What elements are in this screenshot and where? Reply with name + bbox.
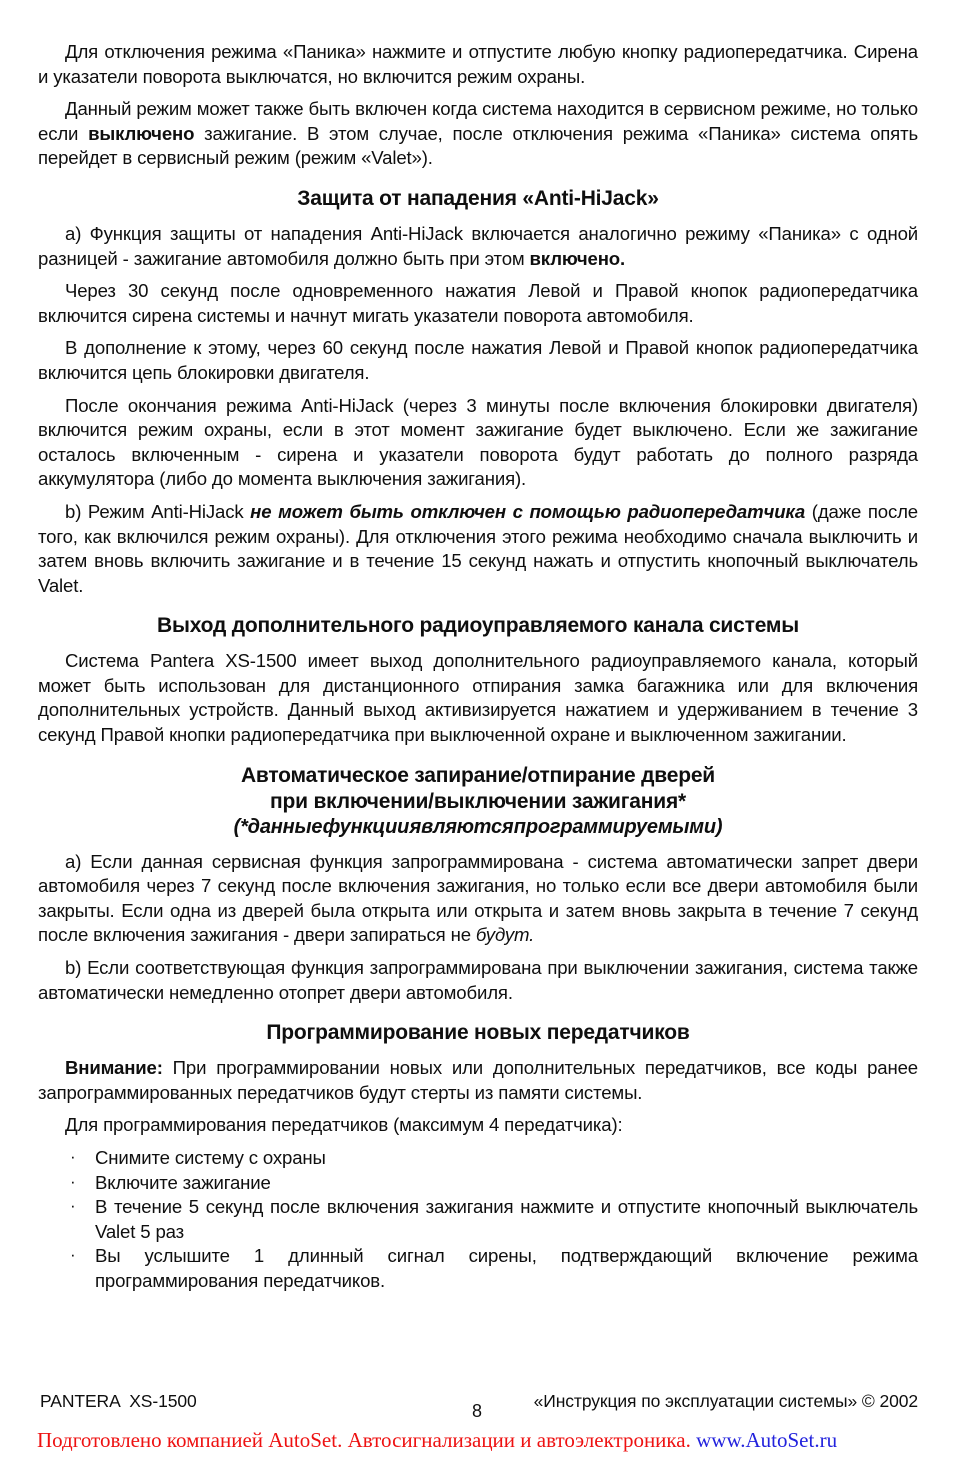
paragraph-text: Для отключения режима «Паника» нажмите и отпустите любую кнопку радиопередатчика. Сирена и указатели поворота выключатся, но включится режим охраны.	[38, 41, 918, 87]
promo-text: Подготовлено компанией AutoSet. Автосигнализации и автоэлектроника.	[37, 1428, 697, 1452]
bullet-text: В течение 5 секунд после включения зажигания нажмите и отпустите кнопочный выключатель Valet 5 раз	[95, 1196, 918, 1242]
bullet-text: Вы услышите 1 длинный сигнал сирены, подтверждающий включение режима программирования передатчиков.	[95, 1245, 918, 1291]
paragraph-text: В дополнение к этому, через 60 секунд после нажатия Левой и Правой кнопок радиопередатчика включится цепь блокировки двигателя.	[38, 337, 918, 383]
paragraph-text: b) Режим Anti-HiJack	[65, 500, 251, 522]
paragraph-text: а) Если данная сервисная функция запрограммирована - система автоматически запрет двери автомобиля через 7 секунд после включения зажигания, но только если все двери автомобиля были закрыты. Если одна из дверей была открыта или открыта и затем вновь закрыта в течение 7 секунд после включения зажигания - двери запираться не	[38, 850, 918, 946]
bold-text: выключено	[88, 122, 195, 144]
bullet-dot-icon: ·	[70, 1196, 76, 1216]
heading-line-3: (*данные функции являются программируемыми)	[233, 815, 723, 838]
bold-text: включено.	[529, 247, 626, 269]
paragraph-text: При программировании новых или дополнительных передатчиков, все коды ранее запрограммированных передатчиков будут стерты из памяти системы.	[38, 1057, 918, 1103]
section-heading-radio-channel: Выход дополнительного радиоуправляемого канала системы	[157, 614, 799, 638]
paragraph-text: b) Если соответствующая функция запрограммирована при выключении зажигания, система также автоматически немедленно отопрет двери автомобиля.	[38, 957, 918, 1003]
bullet-text: Включите зажигание	[95, 1171, 271, 1193]
bullet-item	[68, 1171, 918, 1196]
paragraph-attention	[38, 1056, 918, 1105]
paragraph-text: зажигание. В этом случае, после отключения режима «Паника» система опять перейдет в сервисный режим (режим «Valet»).	[38, 122, 918, 169]
paragraph-antihijack-b	[38, 500, 918, 598]
section-heading-antihijack: Защита от нападения «Anti-HiJack»	[297, 186, 659, 210]
bullet-dot-icon: ·	[70, 1147, 76, 1166]
promo-url-link[interactable]: www.AutoSet.ru	[696, 1428, 838, 1452]
bullet-list	[68, 1146, 918, 1294]
bullet-dot-icon: ·	[70, 1171, 76, 1191]
paragraph-programming-intro	[38, 1113, 918, 1138]
paragraph-text: Система Pantera XS-1500 имеет выход дополнительного радиоуправляемого канала, который может быть использован для дистанционного отпирания замка багажника или для включения дополнительных устройств. Данный выход активизируется нажатием и удерживанием в течение 3 секунд Правой кнопки радиопередатчика при выключенной охране и выключенном зажигании.	[38, 650, 918, 746]
italic-text: будут.	[475, 924, 535, 946]
footer-manual-label: «Инструкция по эксплуатации системы» © 2002	[533, 1391, 918, 1411]
paragraph-auto-lock-a	[38, 850, 918, 948]
section-heading-programming: Программирование новых передатчиков	[266, 1021, 690, 1045]
footer-model-label: PANTERA XS-1500	[40, 1391, 197, 1411]
paragraph-30-seconds	[38, 279, 918, 328]
paragraph-panic-off	[38, 40, 918, 89]
bullet-text: Снимите систему с охраны	[95, 1147, 326, 1168]
paragraph-antihijack-a	[38, 222, 918, 271]
paragraph-service-mode	[38, 97, 918, 171]
section-heading-auto-lock	[38, 763, 918, 840]
paragraph-radio-channel	[38, 649, 918, 747]
paragraph-60-seconds	[38, 336, 918, 385]
paragraph-text: Данный режим может также быть включен когда система находится в сервисном режиме, но только если	[38, 98, 918, 144]
paragraph-text: (даже после того, как включился режим охраны). Для отключения этого режима необходимо сначала выключить и затем вновь включить зажигание и в течение 15 секунд нажать и отпустить кнопочный выключатель Valet.	[38, 500, 918, 596]
paragraph-auto-lock-b	[38, 956, 918, 1005]
heading-line-1: Автоматическое запирание/отпирание дверей	[240, 763, 716, 787]
promo-line	[37, 1427, 918, 1453]
bullet-item	[68, 1146, 918, 1171]
bold-italic-text: не может быть отключен с помощью радиопередатчика	[250, 500, 806, 522]
paragraph-antihijack-end	[38, 394, 918, 492]
bullet-dot-icon: ·	[70, 1245, 76, 1265]
page-number: 8	[471, 1401, 482, 1421]
bold-text: Внимание:	[65, 1057, 163, 1079]
heading-line-2: при включении/выключении зажигания*	[270, 789, 686, 813]
paragraph-text: Для программирования передатчиков (максимум 4 передатчика):	[65, 1114, 623, 1136]
paragraph-text: а) Функция защиты от нападения Anti-HiJack включается аналогично режиму «Паника» с одной разницей - зажигание автомобиля должно быть при этом	[38, 222, 918, 269]
bullet-item	[68, 1195, 918, 1244]
bullet-item	[68, 1244, 918, 1293]
paragraph-text: Через 30 секунд после одновременного нажатия Левой и Правой кнопок радиопередатчика включится сирена системы и начнут мигать указатели поворота автомобиля.	[38, 280, 918, 326]
paragraph-text: После окончания режима Anti-HiJack (через 3 минуты после включения блокировки двигателя) включится режим охраны, если в этот момент зажигание будет выключено. Если же зажигание осталось включенным - сирена и указатели поворота будут работать до полного разряда аккумулятора (либо до момента выключения зажигания).	[38, 394, 918, 490]
